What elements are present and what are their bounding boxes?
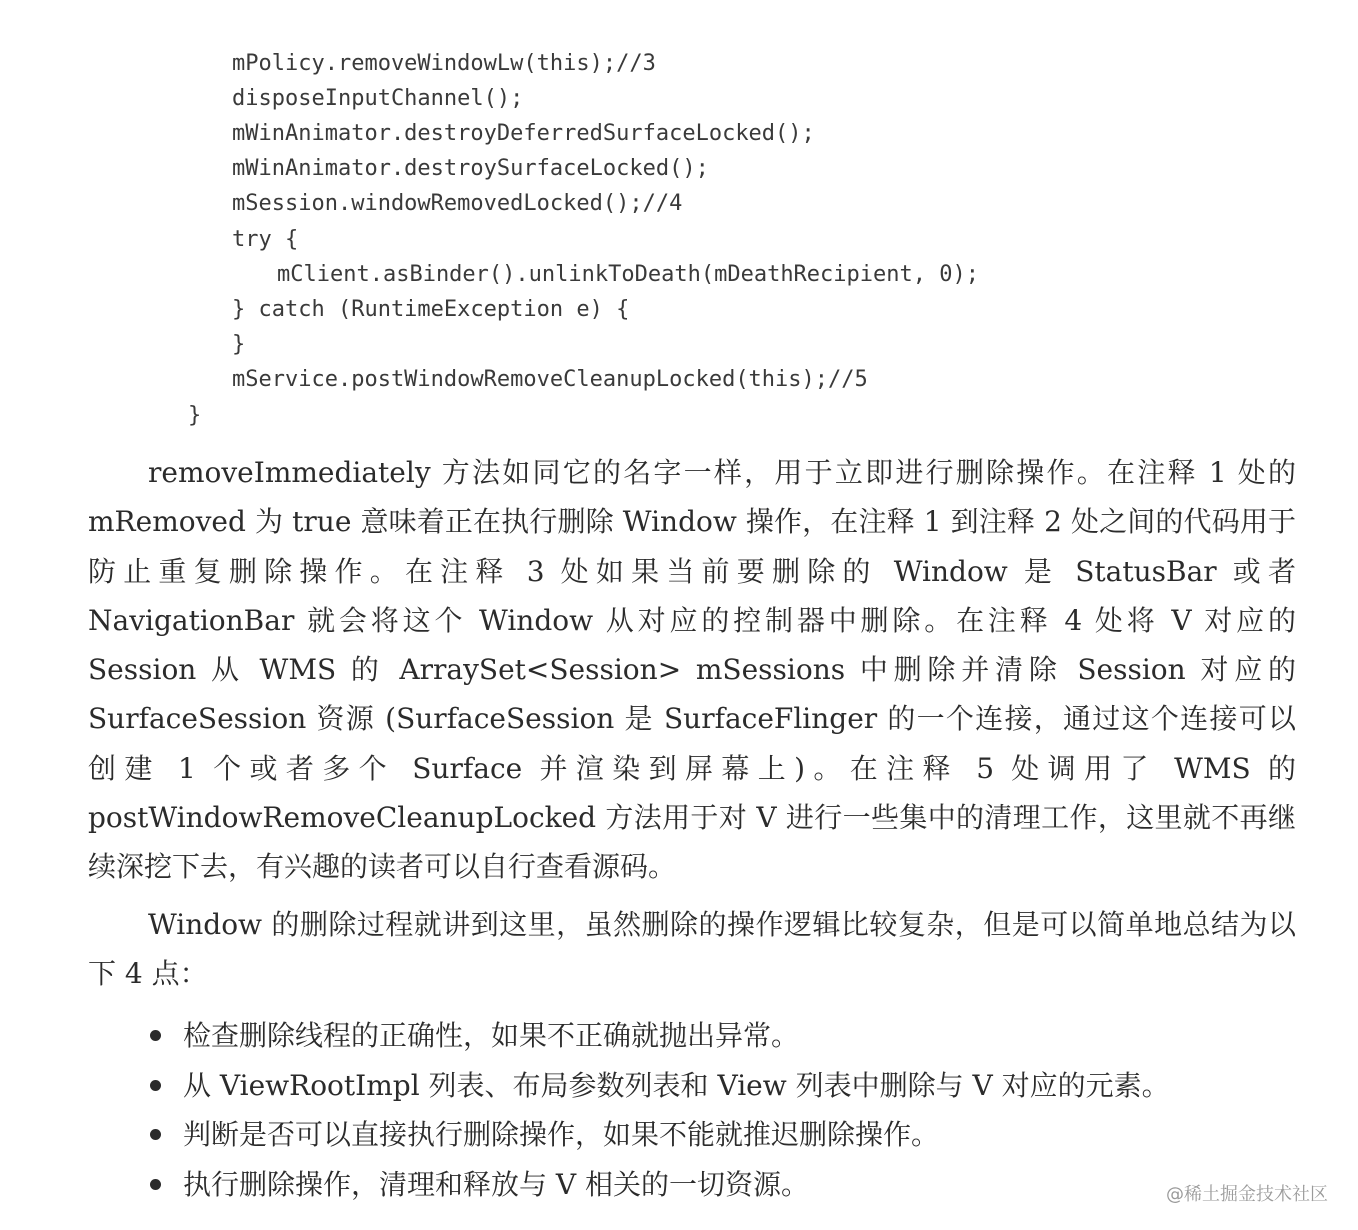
- list-item: [150, 1011, 1170, 1061]
- paragraph-text: Window 的删除过程就讲到这里，虽然删除的操作逻辑比较复杂，但是可以简单地总结为以下 4 点：: [88, 908, 1296, 991]
- bullet-icon: [150, 1129, 161, 1140]
- bullet-icon: [150, 1080, 161, 1091]
- list-item: [150, 1061, 1170, 1111]
- list-item-text: 执行删除操作，清理和释放与 V 相关的一切资源。: [183, 1167, 810, 1201]
- list-item: [150, 1110, 1170, 1160]
- bullet-icon: [150, 1030, 161, 1041]
- code-line: mSession.windowRemovedLocked();//4: [232, 191, 683, 216]
- summary-paragraph: [88, 900, 1296, 999]
- code-line: } catch (RuntimeException e) {: [232, 297, 630, 322]
- code-line: disposeInputChannel();: [232, 86, 524, 111]
- paragraph-text: removeImmediately 方法如同它的名字一样，用于立即进行删除操作。在注释 1 处的 mRemoved 为 true 意味着正在执行删除 Window 操作，在注释 1 到注释 2 处之间的代码用于防止重复删除操作。在注释 3 处如果当前要删除的 Window 是 StatusBar 或者 NavigationBar 就会将这个 Window 从对应的控制器中删除。在注释 4 处将 V 对应的 Session 从 WMS 的 ArraySet<Session> mSessions 中删除并清除 Session 对应的 SurfaceSession 资源 (SurfaceSession 是 SurfaceFlinger 的一个连接，通过这个连接可以创建 1 个或者多个 Surface 并渲染到屏幕上)。在注释 5 处调用了 WMS 的 postWindowRemoveCleanupLocked 方法用于对 V 进行一些集中的清理工作，这里就不再继续深挖下去，有兴趣的读者可以自行查看源码。: [88, 456, 1296, 884]
- bullet-icon: [150, 1179, 161, 1190]
- list-item-text: 判断是否可以直接执行删除操作，如果不能就推迟删除操作。: [183, 1118, 940, 1151]
- watermark: @稀土掘金技术社区: [1166, 1184, 1328, 1205]
- code-line: mService.postWindowRemoveCleanupLocked(this);//5: [232, 367, 868, 392]
- code-line: mPolicy.removeWindowLw(this);//3: [232, 51, 656, 76]
- code-line: mClient.asBinder().unlinkToDeath(mDeathRecipient, 0);: [277, 262, 979, 287]
- list-item: [150, 1160, 1170, 1210]
- code-line: }: [188, 403, 202, 428]
- list-item-text: 从 ViewRootImpl 列表、布局参数列表和 View 列表中删除与 V 对应的元素。: [183, 1068, 1170, 1102]
- body-paragraph: [88, 448, 1296, 892]
- summary-list: [150, 1011, 1170, 1209]
- code-line: mWinAnimator.destroyDeferredSurfaceLocked();: [232, 121, 815, 146]
- code-line: }: [232, 332, 246, 357]
- code-line: mWinAnimator.destroySurfaceLocked();: [232, 156, 709, 181]
- code-line: try {: [232, 227, 299, 252]
- list-item-text: 检查删除线程的正确性，如果不正确就抛出异常。: [183, 1019, 800, 1052]
